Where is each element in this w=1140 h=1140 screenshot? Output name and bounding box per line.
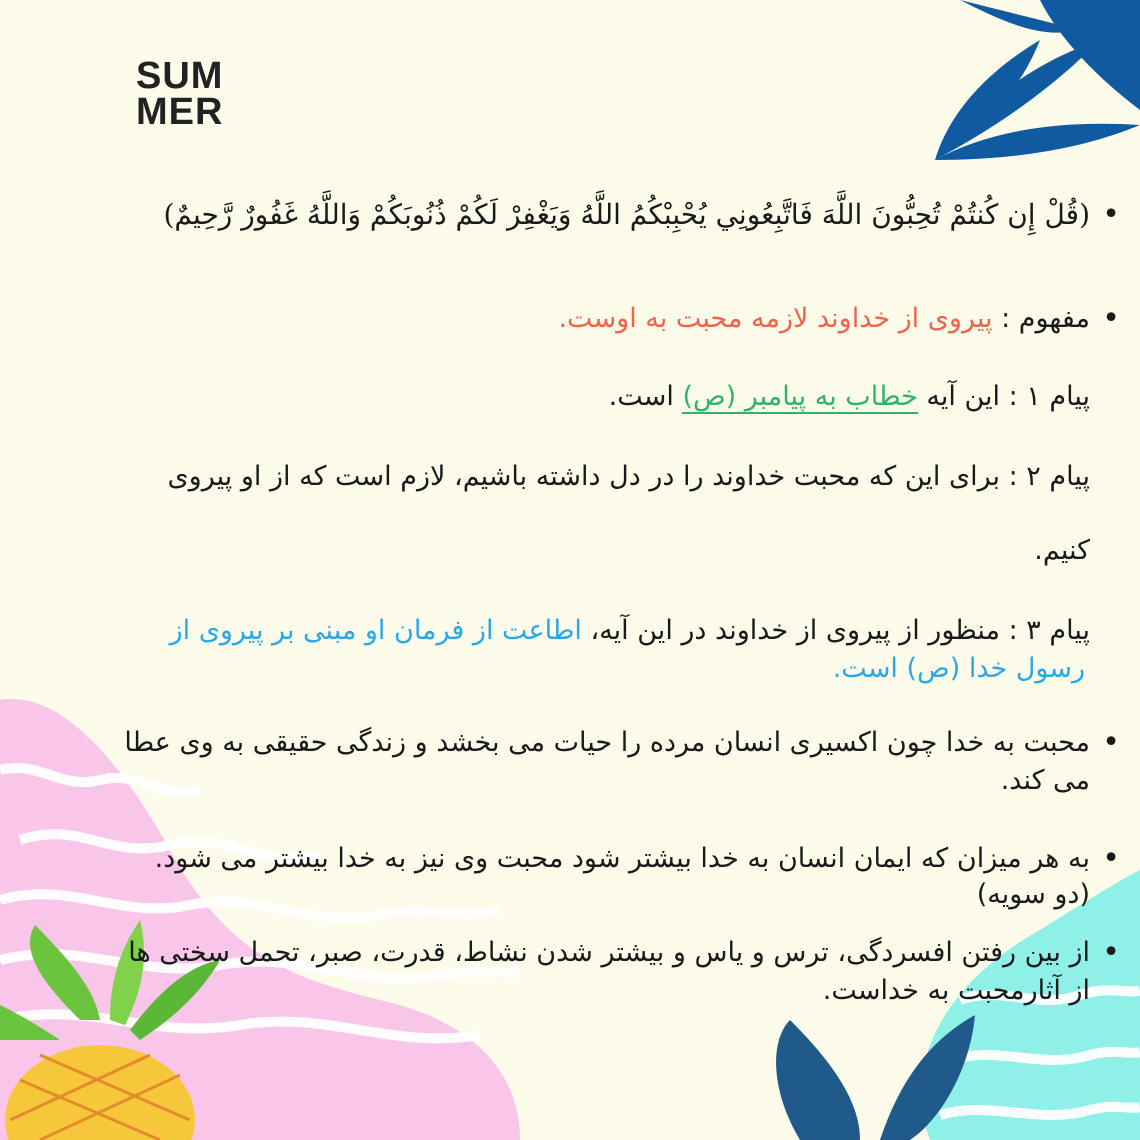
message-3-highlight-1: اطاعت از فرمان او مبنی بر پیروی از [169, 615, 582, 646]
message-3-label: پیام ۳ : منظور از پیروی از خداوند در این آیه، [581, 615, 1090, 646]
bullet-2-line-1: به هر میزان که ایمان انسان به خدا بیشتر شود محبت وی نیز به خدا بیشتر می شود. [154, 843, 1090, 874]
bullet-item-2 [50, 840, 1090, 878]
concept-label: مفهوم : [992, 303, 1090, 334]
message-3-line-2 [45, 650, 1085, 688]
message-2-line-2: کنیم. [1034, 535, 1090, 566]
bullet-2-line-2: (دو سویه) [976, 879, 1090, 910]
bullet-1-line-1: محبت به خدا چون اکسیری انسان مرده را حیات می بخشد و زندگی حقیقی به وی عطا [124, 727, 1090, 758]
bullet-item-1 [50, 724, 1090, 762]
message-1-label: پیام ۱ : این آیه [917, 381, 1090, 412]
message-2-line-1: پیام ۲ : برای این که محبت خداوند را در دل داشته باشیم، لازم است که از او پیروی [167, 461, 1090, 492]
concept-text: پیروی از خداوند لازمه محبت به اوست. [558, 303, 993, 334]
message-1-tail: است. [608, 381, 683, 412]
message-3-highlight-2: رسول خدا (ص) است. [832, 653, 1085, 684]
message-3-line-1 [50, 612, 1090, 650]
bullet-item-3 [50, 934, 1090, 972]
verse-text: (قُلْ إِن كُنتُمْ تُحِبُّونَ اللَّهَ فَاتَّبِعُونِي يُحْبِبْكُمُ اللَّهُ وَيَغْفِرْ لَكُمْ ذُنُوبَكُمْ وَاللَّهُ غَفُورٌ رَّحِيمٌ) [163, 198, 1090, 231]
bullet-3-line-2: از آثارمحبت به خداست. [822, 975, 1090, 1006]
verse-item [50, 196, 1090, 234]
bullet-3-line-1: از بین رفتن افسردگی، ترس و یاس و بیشتر شدن نشاط، قدرت، صبر، تحمل سختی ها [128, 937, 1090, 968]
concept-item [50, 300, 1090, 338]
logo-line-1: SUM [136, 55, 224, 97]
logo-line-2: MER [136, 91, 224, 133]
summer-logo [136, 55, 224, 133]
message-1-highlight: خطاب به پیامبر (ص) [682, 381, 918, 412]
bullet-1-line-2: می کند. [1000, 765, 1090, 796]
message-1 [50, 378, 1090, 416]
palm-leaf-icon [935, 0, 1140, 160]
